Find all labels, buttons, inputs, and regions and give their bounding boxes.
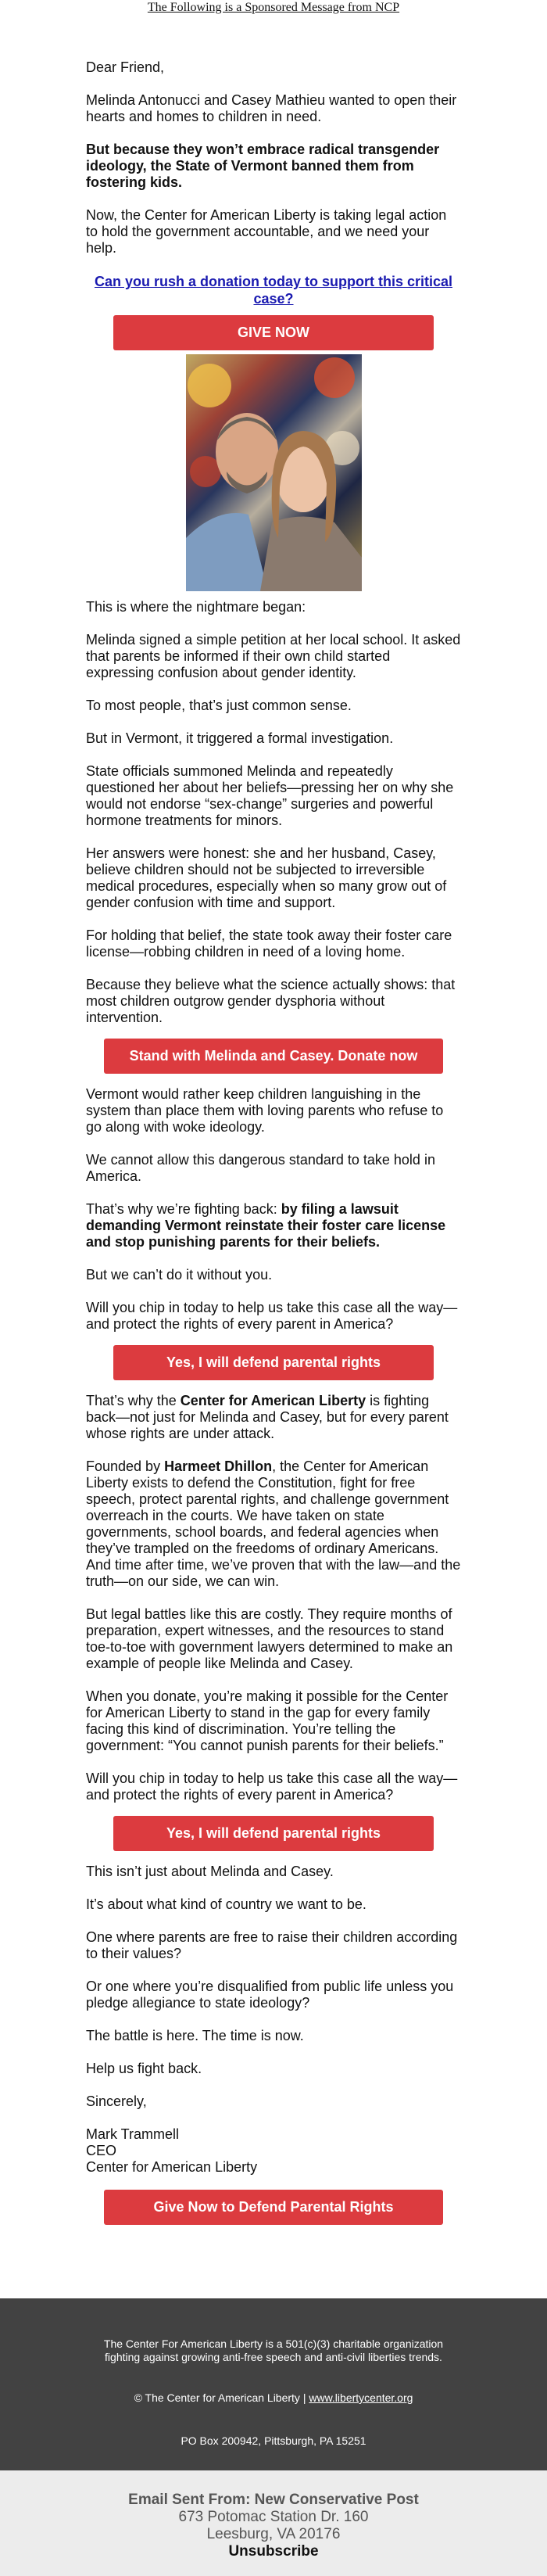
couple-photo — [186, 354, 362, 591]
paragraph: But legal battles like this are costly. They require months of preparation, expert witnesses, and the resources to stand toe-to-toe with government lawyers determined to make an example of people like Melinda and Casey. — [86, 1606, 453, 1671]
signature-org: Center for American Liberty — [86, 2159, 258, 2175]
paragraph: State officials summoned Melinda and repeatedly questioned her about her beliefs—pressing her on why she would not endorse “sex-change” surgeries and powerful hormone treatments for minors. — [86, 763, 454, 828]
sign-off: Sincerely, — [86, 2093, 147, 2109]
paragraph: This is where the nightmare began: — [86, 599, 306, 615]
donation-headline-link[interactable]: Can you rush a donation today to support this critical case? — [94, 274, 453, 307]
paragraph: Vermont would rather keep children languishing in the system than place them with loving parents who refuse to go along with woke ideology. — [86, 1086, 444, 1135]
paragraph: Founded by Harmeet Dhillon, the Center for American Liberty exists to defend the Constitution, fight for free speech, protect parental rights, and challenge government overreach in the courts. We have taken on state governments, school boards, and federal agencies when they’ve trampled on the freedoms of ordinary Americans. And time after time, we’ve proven that with the law—and the truth—on our side, we can win. — [86, 1458, 461, 1589]
footer-sender — [0, 2470, 547, 2576]
paragraph: To most people, that’s just common sense. — [86, 698, 352, 713]
letter-body — [86, 59, 461, 2225]
signature-title: CEO — [86, 2143, 117, 2158]
stand-donate-button[interactable]: Stand with Melinda and Casey. Donate now — [104, 1039, 443, 1074]
sender-address-line2: Leesburg, VA 20176 — [206, 2526, 341, 2542]
signature-name: Mark Trammell — [86, 2126, 180, 2142]
defend-parental-rights-button-2[interactable]: Yes, I will defend parental rights — [113, 1816, 434, 1851]
paragraph: Or one where you’re disqualified from public life unless you pledge allegiance to state ideology? — [86, 1979, 454, 2011]
sender-from: Email Sent From: New Conservative Post — [128, 2492, 419, 2508]
footer-po-box: PO Box 200942, Pittsburgh, PA 15251 — [181, 2434, 366, 2447]
paragraph: It’s about what kind of country we want to be. — [86, 1896, 366, 1912]
footer-org-info — [0, 2298, 547, 2470]
paragraph: For holding that belief, the state took away their foster care license—robbing children in need of a loving home. — [86, 927, 452, 960]
paragraph: Her answers were honest: she and her husband, Casey, believe children should not be subjected to irreversible medical procedures, especially when so many grow out of gender confusion with time and support. — [86, 845, 447, 910]
paragraph: Melinda signed a simple petition at her local school. It asked that parents be informed if their own child started expressing confusion about gender identity. — [86, 632, 461, 680]
give-now-defend-button[interactable]: Give Now to Defend Parental Rights — [104, 2190, 443, 2225]
footer-about: The Center For American Liberty is a 501(c)(3) charitable organization fighting against growing anti-free speech and anti-civil liberties trends. — [103, 2337, 444, 2363]
paragraph: Because they believe what the science actually shows: that most children outgrow gender dysphoria without intervention. — [86, 977, 456, 1025]
paragraph: This isn’t just about Melinda and Casey. — [86, 1864, 334, 1879]
give-now-button[interactable]: GIVE NOW — [113, 315, 434, 350]
couple-photo-icon — [186, 354, 362, 591]
paragraph: When you donate, you’re making it possible for the Center for American Liberty to stand in the gap for every family facing this kind of discrimination. You’re telling the government: “You cannot punish parents for their beliefs.” — [86, 1688, 449, 1753]
paragraph: We cannot allow this dangerous standard to take hold in America. — [86, 1152, 435, 1184]
paragraph: But we can’t do it without you. — [86, 1267, 273, 1283]
paragraph: That’s why the Center for American Liberty is fighting back—not just for Melinda and Casey, but for every parent whose rights are under attack. — [86, 1393, 449, 1441]
paragraph: Help us fight back. — [86, 2061, 202, 2076]
sender-address-line1: 673 Potomac Station Dr. 160 — [178, 2509, 369, 2525]
paragraph-bold: But because they won’t embrace radical transgender ideology, the State of Vermont banned them from fostering kids. — [86, 142, 440, 190]
paragraph: Melinda Antonucci and Casey Mathieu wanted to open their hearts and homes to children in need. — [86, 92, 457, 124]
sponsored-message-banner: The Following is a Sponsored Message from NCP — [147, 1, 400, 14]
footer-copyright: © The Center for American Liberty | www.libertycenter.org — [134, 2391, 413, 2404]
paragraph: The battle is here. The time is now. — [86, 2028, 304, 2043]
paragraph: Will you chip in today to help us take this case all the way—and protect the rights of every parent in America? — [86, 1771, 458, 1803]
paragraph: But in Vermont, it triggered a formal investigation. — [86, 730, 394, 746]
paragraph: Will you chip in today to help us take this case all the way—and protect the rights of every parent in America? — [86, 1300, 458, 1332]
paragraph-lawsuit: That’s why we’re fighting back: by filing a lawsuit demanding Vermont reinstate their foster care license and stop punishing parents for their beliefs. — [86, 1201, 446, 1250]
paragraph: One where parents are free to raise their children according to their values? — [86, 1929, 458, 1961]
paragraph: Now, the Center for American Liberty is taking legal action to hold the government accountable, and we need your help. — [86, 207, 447, 256]
defend-parental-rights-button[interactable]: Yes, I will defend parental rights — [113, 1345, 434, 1380]
greeting: Dear Friend, — [86, 59, 165, 75]
unsubscribe-link[interactable]: Unsubscribe — [228, 2543, 319, 2560]
footer-site-link[interactable]: www.libertycenter.org — [309, 2391, 413, 2404]
